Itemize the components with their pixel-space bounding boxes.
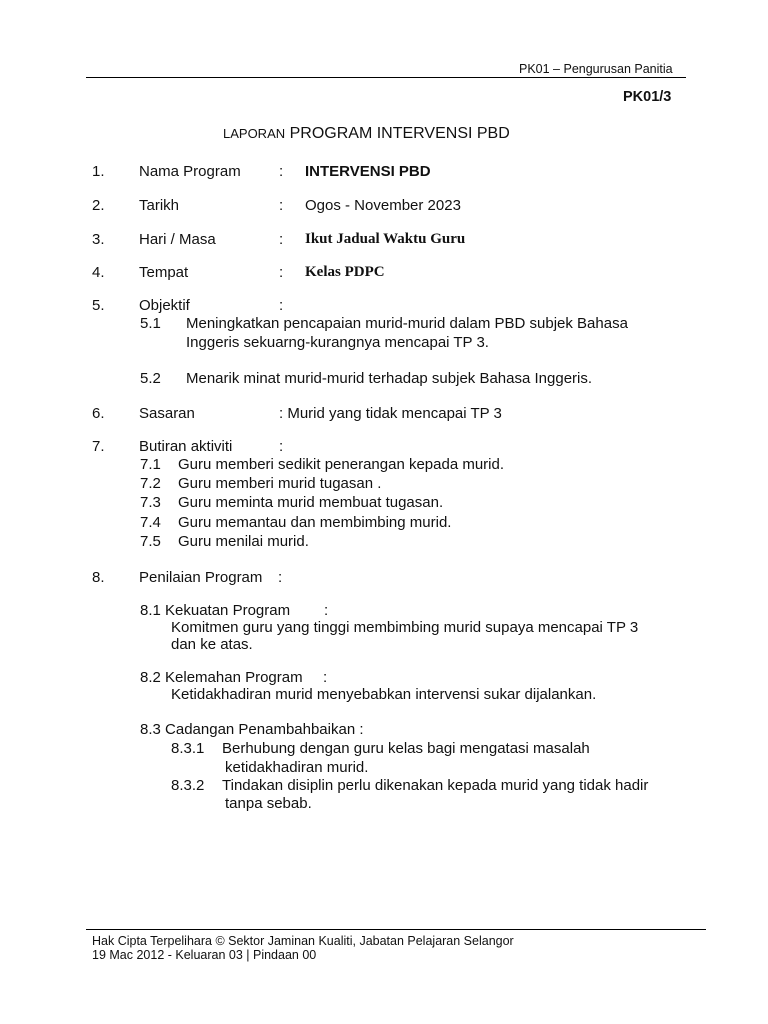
activity-text: Guru meminta murid membuat tugasan. (178, 494, 444, 511)
item-label: Objektif (139, 297, 190, 314)
item-value: Ogos - November 2023 (305, 197, 461, 214)
item-number: 7. (92, 438, 105, 455)
improvement-text: ketidakhadiran murid. (225, 759, 369, 776)
title-prefix: LAPORAN (223, 126, 286, 141)
activity-number: 7.2 (140, 475, 161, 492)
item-label: Nama Program (139, 163, 241, 180)
footer-copyright: Hak Cipta Terpelihara © Sektor Jaminan Kualiti, Jabatan Pelajaran Selangor (92, 934, 514, 948)
strength-text: Komitmen guru yang tinggi membimbing murid supaya mencapai TP 3 (171, 619, 639, 636)
improvement-number: 8.3.1 (171, 740, 205, 757)
form-reference: PK01 – Pengurusan Panitia (519, 62, 673, 76)
title-main: PROGRAM INTERVENSI PBD (289, 125, 510, 142)
activity-number: 7.5 (140, 533, 161, 550)
item-colon: : (279, 264, 284, 281)
strength-colon: : (324, 602, 329, 619)
activity-number: 7.1 (140, 456, 161, 473)
page-title (223, 125, 510, 143)
item-value: : Murid yang tidak mencapai TP 3 (279, 405, 502, 422)
item-number: 5. (92, 297, 105, 314)
improvement-text: tanpa sebab. (225, 795, 312, 812)
strength-heading: 8.1 Kekuatan Program (140, 602, 291, 619)
item-number: 6. (92, 405, 105, 422)
item-colon: : (279, 163, 284, 180)
item-number: 2. (92, 197, 105, 214)
item-label: Tarikh (139, 197, 180, 214)
item-value: INTERVENSI PBD (305, 163, 431, 180)
activity-number: 7.4 (140, 514, 161, 531)
objective-text: Meningkatkan pencapaian murid-murid dalam PBD subjek Bahasa (186, 315, 628, 332)
item-value: Ikut Jadual Waktu Guru (305, 231, 466, 247)
activity-text: Guru menilai murid. (178, 533, 309, 550)
item-label: Penilaian Program (139, 569, 263, 586)
document-code: PK01/3 (623, 89, 672, 105)
objective-number: 5.1 (140, 315, 161, 332)
item-number: 8. (92, 569, 105, 586)
objective-text: Inggeris sekuarng-kurangnya mencapai TP 3. (186, 334, 489, 351)
activity-text: Guru memberi murid tugasan . (178, 475, 382, 492)
header-rule (86, 77, 686, 78)
item-label: Sasaran (139, 405, 195, 422)
improvement-number: 8.3.2 (171, 777, 205, 794)
item-colon: : (279, 231, 284, 248)
item-number: 4. (92, 264, 105, 281)
objective-text: Menarik minat murid-murid terhadap subjek Bahasa Inggeris. (186, 370, 593, 387)
item-number: 3. (92, 231, 105, 248)
improvement-heading: 8.3 Cadangan Penambahbaikan : (140, 721, 364, 738)
weakness-colon: : (323, 669, 328, 686)
item-label: Tempat (139, 264, 189, 281)
footer-version: 19 Mac 2012 - Keluaran 03 | Pindaan 00 (92, 948, 317, 962)
improvement-text: Tindakan disiplin perlu dikenakan kepada murid yang tidak hadir (222, 777, 649, 794)
strength-text: dan ke atas. (171, 636, 253, 653)
item-colon: : (279, 197, 284, 214)
item-colon: : (278, 569, 283, 586)
item-number: 1. (92, 163, 105, 180)
item-colon: : (279, 297, 284, 314)
improvement-text: Berhubung dengan guru kelas bagi mengatasi masalah (222, 740, 590, 757)
activity-text: Guru memantau dan membimbing murid. (178, 514, 452, 531)
weakness-heading: 8.2 Kelemahan Program (140, 669, 303, 686)
activity-number: 7.3 (140, 494, 161, 511)
objective-number: 5.2 (140, 370, 161, 387)
weakness-text: Ketidakhadiran murid menyebabkan intervensi sukar dijalankan. (171, 686, 597, 703)
item-label: Butiran aktiviti (139, 438, 233, 455)
item-label: Hari / Masa (139, 231, 216, 248)
item-value: Kelas PDPC (305, 264, 385, 280)
activity-text: Guru memberi sedikit penerangan kepada murid. (178, 456, 505, 473)
item-colon: : (279, 438, 284, 455)
footer-rule (86, 929, 706, 930)
